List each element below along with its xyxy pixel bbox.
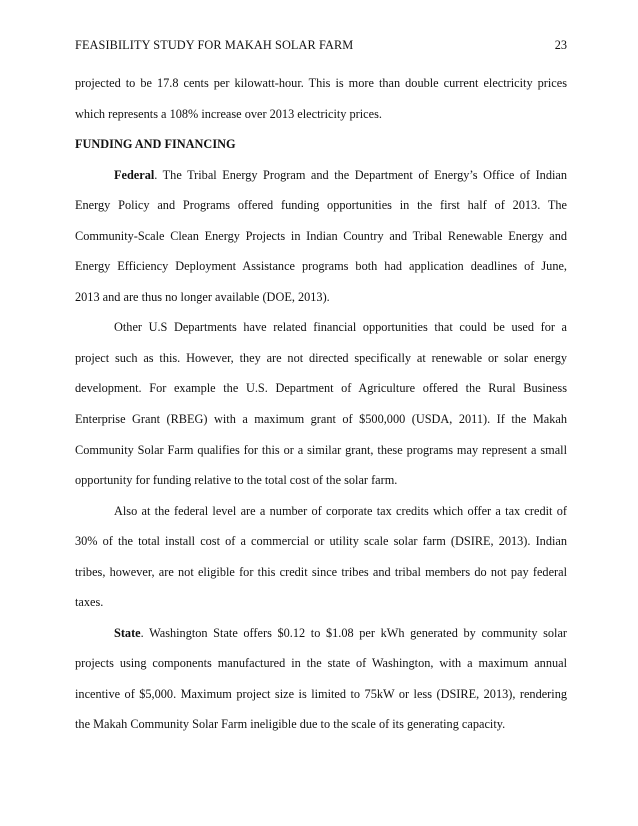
paragraph-line: Energy Efficiency Deployment Assistance programs both had application deadlines of June, (75, 259, 567, 274)
paragraph-line-text: . The Tribal Energy Program and the Department of Energy’s Office of Indian (154, 167, 567, 182)
paragraph-line-text: . Washington State offers $0.12 to $1.08 per kWh generated by community solar (140, 625, 567, 640)
paragraph-line: projects using components manufactured in the state of Washington, with a maximum annual (75, 656, 567, 671)
paragraph-line: Enterprise Grant (RBEG) with a maximum grant of $500,000 (USDA, 2011). If the Makah (75, 412, 567, 427)
paragraph-line: Energy Policy and Programs offered funding opportunities in the first half of 2013. The (75, 198, 567, 213)
paragraph-line: taxes. (75, 595, 104, 610)
paragraph-line: development. For example the U.S. Department of Agriculture offered the Rural Business (75, 381, 567, 396)
paragraph-line: projected to be 17.8 cents per kilowatt-hour. This is more than double current electricity prices (75, 76, 567, 90)
paragraph-line: project such as this. However, they are not directed specifically at renewable or solar energy (75, 350, 567, 365)
paragraph-line: opportunity for funding relative to the total cost of the solar farm. (75, 473, 398, 488)
run-in-heading-federal: Federal (114, 167, 155, 182)
paragraph-line: Also at the federal level are a number of corporate tax credits which offer a tax credit of (114, 503, 567, 518)
paragraph-line: incentive of $5,000. Maximum project size is limited to 75kW or less (DSIRE, 2013), rendering (75, 686, 567, 701)
run-in-heading-state: State (114, 625, 141, 640)
paragraph-line: which represents a 108% increase over 2013 electricity prices. (75, 106, 382, 121)
running-header-title: FEASIBILITY STUDY FOR MAKAH SOLAR FARM (75, 38, 354, 52)
section-heading: FUNDING AND FINANCING (75, 137, 236, 152)
paragraph-line: Other U.S Departments have related financial opportunities that could be used for a (114, 320, 567, 335)
paragraph-line: 30% of the total install cost of a commercial or utility scale solar farm (DSIRE, 2013). Indian (75, 534, 567, 549)
paragraph-line (75, 160, 567, 191)
page-number: 23 (554, 38, 567, 52)
paragraph-line (75, 618, 567, 649)
paragraph-line: Community-Scale Clean Energy Projects in Indian Country and Tribal Renewable Energy and (75, 228, 567, 243)
paragraph-line: tribes, however, are not eligible for this credit since tribes and tribal members do not pay federal (75, 564, 567, 579)
paragraph-line: 2013 and are thus no longer available (DOE, 2013). (75, 289, 330, 304)
paragraph-line: the Makah Community Solar Farm ineligible due to the scale of its generating capacity. (75, 717, 506, 732)
body-text (75, 68, 567, 740)
paragraph-line: Community Solar Farm qualifies for this or a similar grant, these programs may represent a small (75, 442, 567, 457)
